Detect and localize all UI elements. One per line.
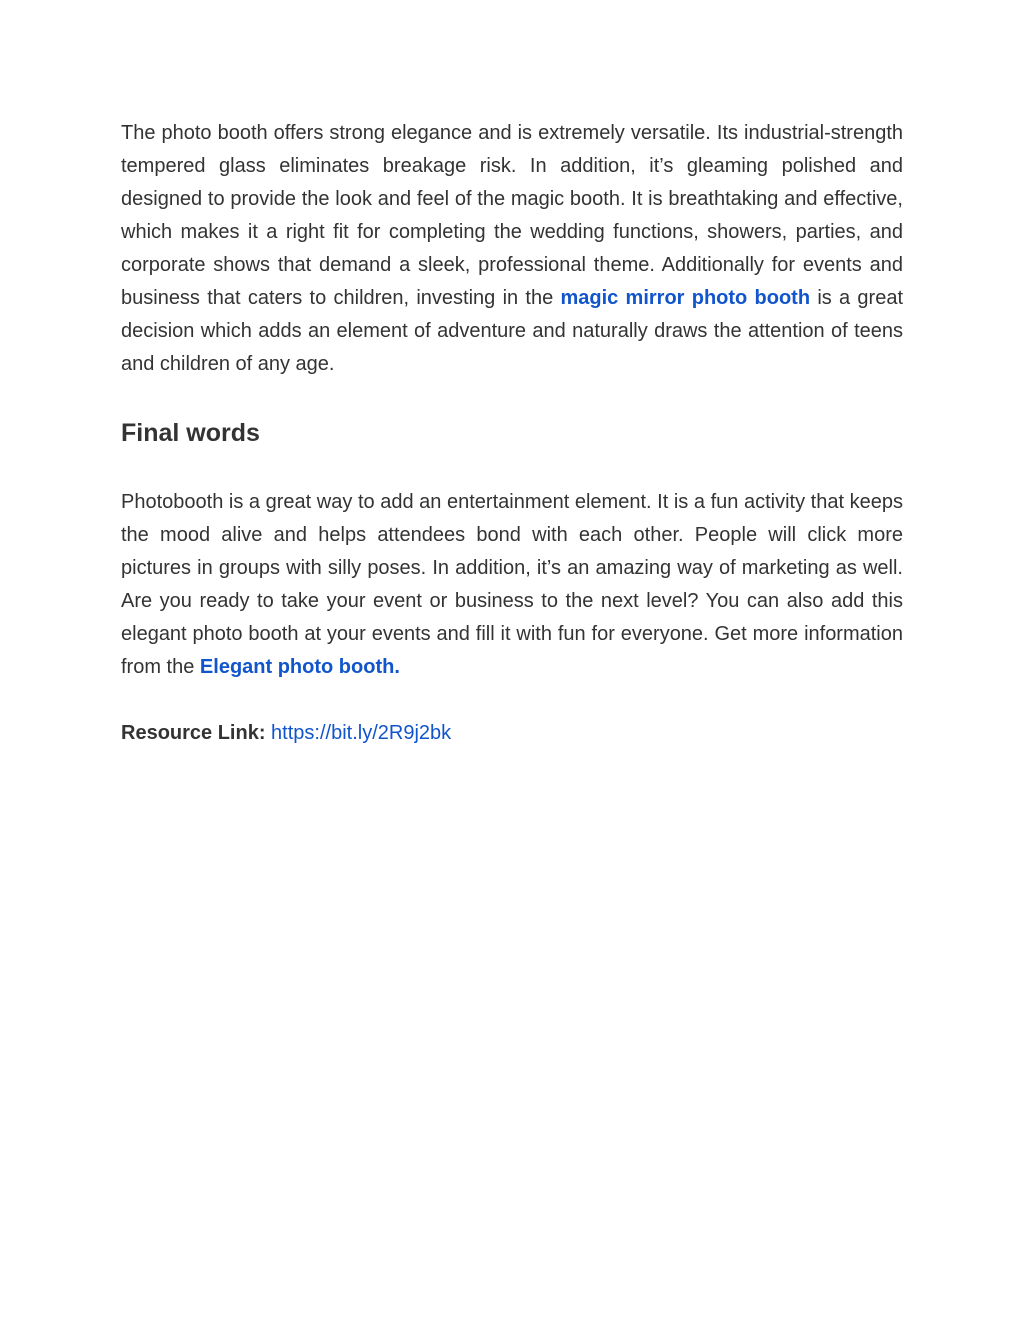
- resource-label: Resource Link:: [121, 722, 266, 744]
- final-words-heading: Final words: [121, 419, 260, 447]
- resource-line: [121, 717, 903, 750]
- intro-paragraph: [121, 117, 903, 381]
- final-words-paragraph: [121, 486, 903, 684]
- document-page: [121, 117, 903, 750]
- final-text-after-link: .: [394, 656, 400, 678]
- intro-text-after-link: is a great decision which adds an element of adventure and naturally draws the attention of teens and children of any age.: [121, 287, 904, 375]
- elegant-photo-booth-link[interactable]: Elegant photo booth: [199, 656, 395, 678]
- magic-mirror-photo-booth-link[interactable]: magic mirror photo booth: [560, 287, 811, 309]
- intro-text-before-link: The photo booth offers strong elegance and is extremely versatile. Its industrial-strength tempered glass eliminates breakage risk. In addition, it’s gleaming polished and designed to provide the look and feel of the magic booth. It is breathtaking and effective, which makes it a right fit for completing the wedding functions, showers, parties, and corporate shows that demand a sleek, professional theme. Additionally for events and business that caters to children, investing in the: [121, 122, 903, 309]
- final-text-before-link: Photobooth is a great way to add an entertainment element. It is a fun activity that keeps the mood alive and helps attendees bond with each other. People will click more pictures in groups with silly poses. In addition, it’s an amazing way of marketing as well. Are you ready to take your event or business to the next level? You can also add this elegant photo booth at your events and fill it with fun for everyone. Get more information from the: [121, 491, 903, 678]
- resource-url-link[interactable]: https://bit.ly/2R9j2bk: [271, 722, 452, 744]
